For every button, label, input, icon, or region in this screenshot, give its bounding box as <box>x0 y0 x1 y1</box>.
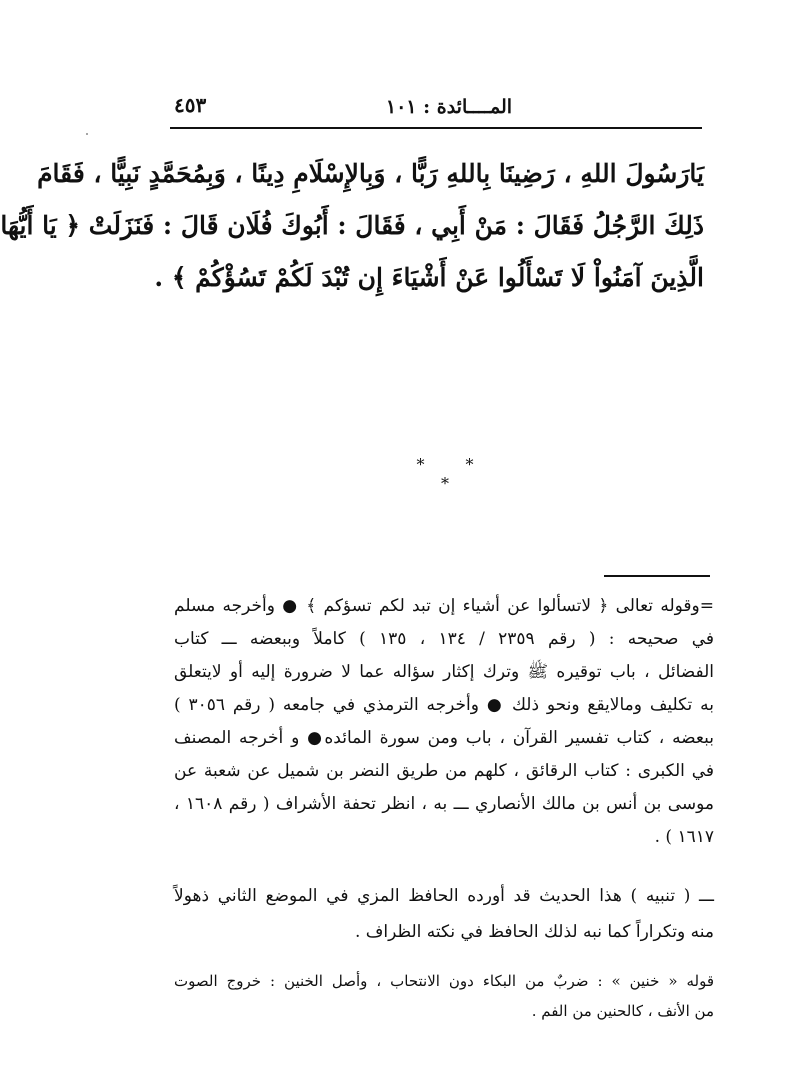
footnote-line: في صحيحه : ( رقم ٢٣٥٩ / ١٣٤ ، ١٣٥ ) كاملاً وببعضه ـــ كتاب <box>174 629 714 649</box>
running-header: المــــائدة : ١٠١ <box>385 96 513 118</box>
hadith-text <box>0 148 704 304</box>
hadith-line: ذَلِكَ الرَّجُلُ فَقَالَ : مَنْ أَبِي ، فَقَالَ : أَبُوكَ فُلَان قَالَ : فَنَزَلَتْ ﴿ يَا أَيُّهَا <box>0 211 704 240</box>
footnote-line: به تكليف ومالايقع ونحو ذلك ● وأخرجه الترمذي في جامعه ( رقم ٣٠٥٦ ) <box>174 695 714 715</box>
footnote-line: الفضائل ، باب توقيره ﷺ وترك إكثار سؤاله عما لا ضرورة إليه أو لايتعلق <box>174 662 714 682</box>
note-line: ـــ ( تنبيه ) هذا الحديث قد أورده الحافظ المزي في الموضع الثاني ذهولاً <box>174 886 714 906</box>
footnote-rule <box>604 575 710 577</box>
footnote-text <box>174 590 714 854</box>
footnote-line: ١٦١٧ ) . <box>654 827 714 847</box>
scan-speck <box>86 133 88 135</box>
word-gloss <box>174 966 714 1026</box>
header-rule <box>170 127 702 129</box>
editor-note <box>174 878 714 950</box>
note-line: منه وتكراراً كما نبه لذلك الحافظ في نكته الظراف . <box>355 922 714 942</box>
footnote-line: موسى بن أنس بن مالك الأنصاري ـــ به ، انظر تحفة الأشراف ( رقم ١٦٠٨ ، <box>174 794 715 814</box>
section-separator: * * * <box>416 455 492 493</box>
hadith-line: يَارَسُولَ اللهِ ، رَضِينَا بِاللهِ رَبًّا ، وَبِالإِسْلَامِ دِينًا ، وَبِمُحَمَّدٍ نَبِيًّا ، فَقَامَ <box>37 159 704 188</box>
footnote-line: في الكبرى : كتاب الرقائق ، كلهم من طريق النضر بن شميل عن شعبة عن <box>174 761 714 781</box>
gloss-line: قوله « خنين » : ضربٌ من البكاء دون الانتحاب ، وأصل الخنين : خروج الصوت <box>174 972 714 990</box>
hadith-line: الَّذِينَ آمَنُواْ لَا تَسْأَلُوا عَنْ أَشْيَاءَ إِن تُبْدَ لَكُمْ تَسُؤْكُمْ ﴾ . <box>154 263 704 292</box>
gloss-line: من الأنف ، كالحنين من الفم . <box>531 1002 714 1020</box>
page-number: ٤٥٣ <box>174 93 207 117</box>
footnote-line: =وقوله تعالى ﴿ لاتسألوا عن أشياء إن تبد لكم تسؤكم ﴾ ● وأخرجه مسلم <box>174 596 714 616</box>
footnote-line: ببعضه ، كتاب تفسير القرآن ، باب ومن سورة المائده● و أخرجه المصنف <box>174 728 714 748</box>
